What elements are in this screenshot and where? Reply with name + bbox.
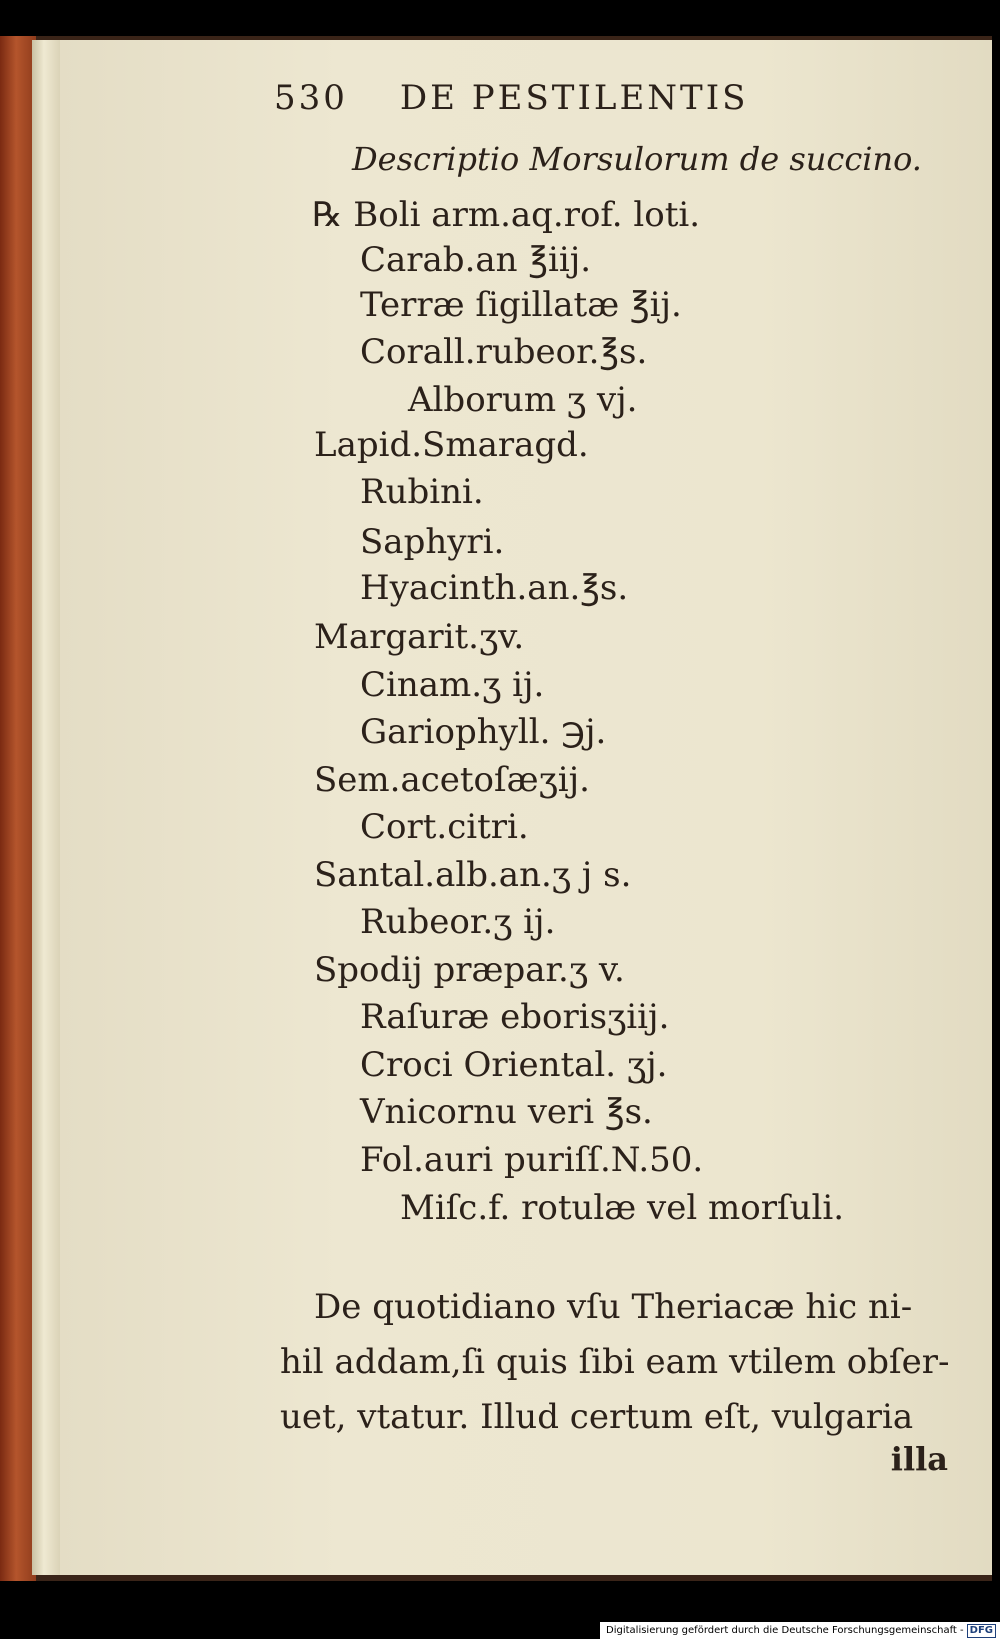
- dfg-logo: DFG: [967, 1624, 996, 1638]
- page-stack-edge: [32, 40, 63, 1575]
- body-paragraph: [280, 1280, 980, 1445]
- recipe-line: ℞ Boli arm.aq.rof. loti.: [312, 195, 701, 235]
- recipe-line: Raſuræ eborisʒiij.: [360, 997, 670, 1037]
- running-head: [274, 78, 844, 118]
- recipe-line: Lapid.Smaragd.: [314, 425, 589, 465]
- recipe-line: Fol.auri puriſſ.N.50.: [360, 1140, 704, 1180]
- recipe-line: Spodij præpar.ʒ v.: [314, 950, 625, 990]
- recipe-line: Carab.an ℥iij.: [360, 240, 592, 280]
- digitization-credit: [600, 1622, 1000, 1639]
- recipe-line: Hyacinth.an.℥s.: [360, 568, 629, 608]
- recipe-line: Miſc.f. rotulæ vel morſuli.: [400, 1188, 845, 1228]
- recipe-line: Sem.acetoſæʒij.: [314, 760, 590, 800]
- recipe-line: Cort.citri.: [360, 807, 529, 847]
- recipe-line: Cinam.ʒ ij.: [360, 665, 545, 705]
- recipe-line: Croci Oriental. ʒj.: [360, 1045, 668, 1085]
- recipe-line: Saphyri.: [360, 522, 505, 562]
- recipe-line: Terræ ſigillatæ ℥ij.: [360, 285, 682, 325]
- running-head-title: DE PESTILENTIS: [399, 78, 749, 118]
- paragraph-line: uet, vtatur. Illud certum eſt, vulgaria: [280, 1397, 914, 1437]
- recipe-line: Rubeor.ʒ ij.: [360, 902, 556, 942]
- page-number: 530: [274, 78, 348, 118]
- catchword: illa: [890, 1440, 948, 1478]
- recipe-title: Descriptio Morsulorum de succino.: [352, 140, 922, 178]
- paragraph-line: De quotidiano vſu Theriacæ hic ni-: [314, 1287, 913, 1327]
- recipe-line: Alborum ʒ vj.: [408, 380, 638, 420]
- recipe-line: Corall.rubeor.℥s.: [360, 332, 648, 372]
- paragraph-line: hil addam,ſi quis ſibi eam vtilem obſer-: [280, 1342, 950, 1382]
- credit-text: Digitalisierung gefördert durch die Deutsche Forschungsgemeinschaft -: [606, 1625, 964, 1636]
- recipe-line: Rubini.: [360, 472, 484, 512]
- book-cover-edge: [0, 36, 36, 1581]
- recipe-line: Santal.alb.an.ʒ j s.: [314, 855, 632, 895]
- recipe-line: Margarit.ʒv.: [314, 617, 525, 657]
- recipe-line: Vnicornu veri ℥s.: [360, 1092, 653, 1132]
- recipe-line: Gariophyll. ℈j.: [360, 712, 607, 752]
